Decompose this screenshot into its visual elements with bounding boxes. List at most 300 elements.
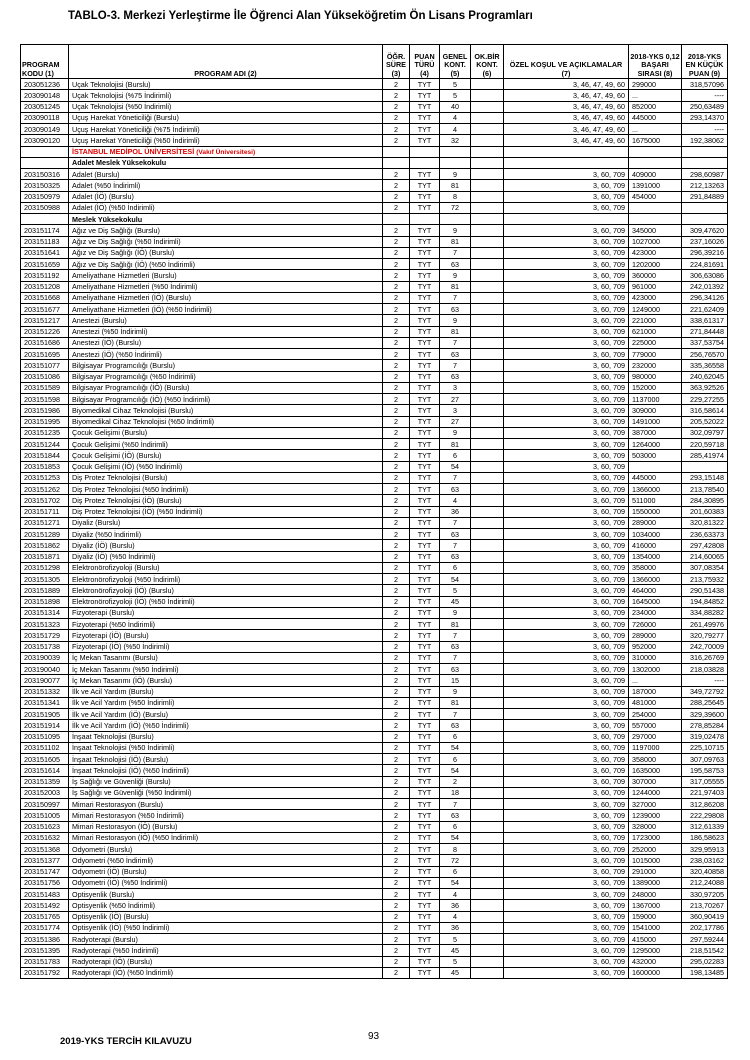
cell-program-adi: Uçak Teknolojisi (%75 İndirimli) [69, 90, 383, 101]
table-row [21, 922, 728, 933]
cell-okbir-kontenjan [471, 641, 504, 652]
cell-en-kucuk-puan: 242,01392 [682, 281, 728, 292]
cell-program-kodu: 203150979 [21, 191, 69, 202]
cell-basari-sirasi: 1491000 [629, 416, 682, 427]
cell-en-kucuk-puan: 297,42808 [682, 540, 728, 551]
table-row [21, 79, 728, 90]
cell-en-kucuk-puan: 319,02478 [682, 731, 728, 742]
cell-genel-kontenjan: 4 [440, 124, 471, 135]
cell-basari-sirasi: 309000 [629, 405, 682, 416]
cell-en-kucuk-puan: 297,59244 [682, 934, 728, 945]
cell-program-kodu: 203151289 [21, 529, 69, 540]
cell-ozel-kosul: 3, 60, 709 [504, 855, 629, 866]
cell-ogrenim-suresi: 2 [383, 562, 410, 573]
cell-puan-turu: TYT [410, 191, 440, 202]
cell-ozel-kosul: 3, 46, 47, 49, 60 [504, 124, 629, 135]
cell-program-kodu: 203151305 [21, 574, 69, 585]
cell-genel-kontenjan: 72 [440, 855, 471, 866]
cell-genel-kontenjan: 9 [440, 686, 471, 697]
cell-ozel-kosul: 3, 60, 709 [504, 607, 629, 618]
cell-en-kucuk-puan: 240,62045 [682, 371, 728, 382]
cell-empty [440, 214, 471, 225]
cell-genel-kontenjan: 54 [440, 461, 471, 472]
cell-program-adi: Adalet (%50 İndirimli) [69, 180, 383, 191]
cell-okbir-kontenjan [471, 292, 504, 303]
table-row [21, 326, 728, 337]
cell-program-kodu: 203151756 [21, 877, 69, 888]
cell-program-adi: Ameliyathane Hizmetleri (%50 İndirimli) [69, 281, 383, 292]
cell-okbir-kontenjan [471, 281, 504, 292]
cell-program-kodu: 203151905 [21, 709, 69, 720]
cell-ogrenim-suresi: 2 [383, 416, 410, 427]
cell-program-adi: Fizyoterapi (İÖ) (%50 İndirimli) [69, 641, 383, 652]
cell-basari-sirasi: 1366000 [629, 574, 682, 585]
cell-basari-sirasi: 1366000 [629, 484, 682, 495]
cell-ozel-kosul: 3, 60, 709 [504, 630, 629, 641]
cell-basari-sirasi: 445000 [629, 472, 682, 483]
cell-basari-sirasi: 159000 [629, 911, 682, 922]
cell-okbir-kontenjan [471, 360, 504, 371]
cell-puan-turu: TYT [410, 270, 440, 281]
cell-genel-kontenjan: 81 [440, 180, 471, 191]
cell-ogrenim-suresi: 2 [383, 450, 410, 461]
cell-program-kodu: 203151844 [21, 450, 69, 461]
cell-program-kodu: 203151102 [21, 742, 69, 753]
cell-puan-turu: TYT [410, 169, 440, 180]
cell-okbir-kontenjan [471, 382, 504, 393]
cell-ozel-kosul: 3, 60, 709 [504, 450, 629, 461]
cell-basari-sirasi: 415000 [629, 934, 682, 945]
cell-puan-turu: TYT [410, 304, 440, 315]
cell-en-kucuk-puan [682, 202, 728, 213]
cell-ozel-kosul: 3, 60, 709 [504, 180, 629, 191]
table-row [21, 236, 728, 247]
cell-program-adi: Adalet (İÖ) (%50 İndirimli) [69, 202, 383, 213]
cell-program-kodu: 203151244 [21, 439, 69, 450]
cell-program-adi: Odyometri (İÖ) (Burslu) [69, 866, 383, 877]
cell-basari-sirasi: ... [629, 675, 682, 686]
cell-ozel-kosul: 3, 60, 709 [504, 394, 629, 405]
cell-puan-turu: TYT [410, 866, 440, 877]
cell-ozel-kosul: 3, 60, 709 [504, 169, 629, 180]
cell-program-adi: Radyoterapi (Burslu) [69, 934, 383, 945]
cell-program-kodu: 203151341 [21, 697, 69, 708]
cell-basari-sirasi: 345000 [629, 225, 682, 236]
cell-empty [504, 214, 629, 225]
cell-en-kucuk-puan: 220,59718 [682, 439, 728, 450]
cell-empty [471, 146, 504, 157]
cell-basari-sirasi: 1389000 [629, 877, 682, 888]
university-name-cell [69, 146, 383, 157]
cell-okbir-kontenjan [471, 810, 504, 821]
cell-ozel-kosul: 3, 46, 47, 49, 60 [504, 101, 629, 112]
cell-okbir-kontenjan [471, 619, 504, 630]
cell-program-adi: Elektronörofizyoloji (%50 İndirimli) [69, 574, 383, 585]
cell-program-adi: Adalet (Burslu) [69, 169, 383, 180]
cell-ogrenim-suresi: 2 [383, 844, 410, 855]
cell-ogrenim-suresi: 2 [383, 889, 410, 900]
cell-genel-kontenjan: 7 [440, 517, 471, 528]
cell-basari-sirasi: 952000 [629, 641, 682, 652]
cell-ogrenim-suresi: 2 [383, 225, 410, 236]
table-row [21, 337, 728, 348]
cell-basari-sirasi: ... [629, 90, 682, 101]
cell-en-kucuk-puan: 201,60383 [682, 506, 728, 517]
cell-basari-sirasi: ... [629, 124, 682, 135]
cell-genel-kontenjan: 7 [440, 540, 471, 551]
cell-program-kodu: 203151871 [21, 551, 69, 562]
cell-basari-sirasi: 291000 [629, 866, 682, 877]
cell-ozel-kosul: 3, 60, 709 [504, 664, 629, 675]
cell-genel-kontenjan: 81 [440, 619, 471, 630]
table-row [21, 259, 728, 270]
cell-puan-turu: TYT [410, 495, 440, 506]
cell-basari-sirasi: 1391000 [629, 180, 682, 191]
section-name: Meslek Yüksekokulu [72, 214, 143, 224]
cell-okbir-kontenjan [471, 439, 504, 450]
cell-basari-sirasi: 445000 [629, 112, 682, 123]
cell-program-adi: Odyometri (İÖ) (%50 İndirimli) [69, 877, 383, 888]
cell-program-adi: İç Mekan Tasarımı (Burslu) [69, 652, 383, 663]
cell-ogrenim-suresi: 2 [383, 315, 410, 326]
cell-genel-kontenjan: 63 [440, 810, 471, 821]
cell-ozel-kosul: 3, 60, 709 [504, 281, 629, 292]
cell-genel-kontenjan: 7 [440, 247, 471, 258]
cell-okbir-kontenjan [471, 551, 504, 562]
cell-genel-kontenjan: 27 [440, 394, 471, 405]
header-basari-sirasi: 2018-YKS 0,12 BAŞARI SIRASI (8) [629, 45, 682, 79]
cell-genel-kontenjan: 5 [440, 585, 471, 596]
cell-program-adi: İş Sağlığı ve Güvenliği (Burslu) [69, 776, 383, 787]
cell-ogrenim-suresi: 2 [383, 270, 410, 281]
cell-genel-kontenjan: 15 [440, 675, 471, 686]
table-row [21, 450, 728, 461]
cell-program-adi: Mimari Restorasyon (%50 İndirimli) [69, 810, 383, 821]
cell-en-kucuk-puan: 225,10715 [682, 742, 728, 753]
cell-basari-sirasi: 779000 [629, 349, 682, 360]
section-row [21, 157, 728, 168]
cell-program-kodu: 203152003 [21, 787, 69, 798]
cell-ozel-kosul: 3, 60, 709 [504, 731, 629, 742]
cell-program-kodu: 203151298 [21, 562, 69, 573]
cell-program-adi: İş Sağlığı ve Güvenliği (%50 İndirimli) [69, 787, 383, 798]
cell-genel-kontenjan: 6 [440, 754, 471, 765]
table-row [21, 169, 728, 180]
cell-en-kucuk-puan: 213,78540 [682, 484, 728, 495]
cell-okbir-kontenjan [471, 540, 504, 551]
cell-en-kucuk-puan: 278,85284 [682, 720, 728, 731]
cell-en-kucuk-puan: 295,02283 [682, 956, 728, 967]
cell-program-adi: Uçak Teknolojisi (%50 İndirimli) [69, 101, 383, 112]
cell-program-adi: İlk ve Acil Yardım (İÖ) (Burslu) [69, 709, 383, 720]
cell-genel-kontenjan: 4 [440, 911, 471, 922]
cell-en-kucuk-puan: 213,70267 [682, 900, 728, 911]
cell-puan-turu: TYT [410, 922, 440, 933]
cell-ogrenim-suresi: 2 [383, 326, 410, 337]
cell-program-kodu: 203151395 [21, 945, 69, 956]
cell-basari-sirasi: 1354000 [629, 551, 682, 562]
cell-program-kodu: 203151862 [21, 540, 69, 551]
cell-ogrenim-suresi: 2 [383, 664, 410, 675]
cell-en-kucuk-puan: ---- [682, 675, 728, 686]
cell-okbir-kontenjan [471, 574, 504, 585]
cell-okbir-kontenjan [471, 607, 504, 618]
cell-ogrenim-suresi: 2 [383, 731, 410, 742]
cell-genel-kontenjan: 7 [440, 360, 471, 371]
cell-ozel-kosul: 3, 60, 709 [504, 832, 629, 843]
cell-puan-turu: TYT [410, 596, 440, 607]
cell-puan-turu: TYT [410, 607, 440, 618]
cell-puan-turu: TYT [410, 720, 440, 731]
cell-en-kucuk-puan: 192,38062 [682, 135, 728, 146]
table-row [21, 427, 728, 438]
cell-okbir-kontenjan [471, 652, 504, 663]
table-row [21, 855, 728, 866]
cell-ogrenim-suresi: 2 [383, 371, 410, 382]
cell-program-adi: Uçak Teknolojisi (Burslu) [69, 79, 383, 90]
table-row [21, 787, 728, 798]
cell-ogrenim-suresi: 2 [383, 382, 410, 393]
section-name: Adalet Meslek Yüksekokulu [72, 158, 167, 168]
cell-ogrenim-suresi: 2 [383, 551, 410, 562]
table-row [21, 731, 728, 742]
table-row [21, 765, 728, 776]
cell-program-kodu: 203151783 [21, 956, 69, 967]
cell-en-kucuk-puan: 338,61317 [682, 315, 728, 326]
cell-okbir-kontenjan [471, 394, 504, 405]
cell-ogrenim-suresi: 2 [383, 810, 410, 821]
cell-ogrenim-suresi: 2 [383, 900, 410, 911]
cell-okbir-kontenjan [471, 889, 504, 900]
cell-okbir-kontenjan [471, 866, 504, 877]
cell-empty [21, 146, 69, 157]
cell-ozel-kosul: 3, 60, 709 [504, 810, 629, 821]
cell-basari-sirasi: 1367000 [629, 900, 682, 911]
cell-okbir-kontenjan [471, 315, 504, 326]
cell-en-kucuk-puan: 224,81691 [682, 259, 728, 270]
cell-puan-turu: TYT [410, 810, 440, 821]
cell-basari-sirasi: 481000 [629, 697, 682, 708]
cell-okbir-kontenjan [471, 495, 504, 506]
cell-ogrenim-suresi: 2 [383, 877, 410, 888]
cell-program-kodu: 203151659 [21, 259, 69, 270]
table-row [21, 675, 728, 686]
cell-genel-kontenjan: 4 [440, 889, 471, 900]
table-row [21, 945, 728, 956]
cell-basari-sirasi: 409000 [629, 169, 682, 180]
cell-genel-kontenjan: 54 [440, 832, 471, 843]
cell-en-kucuk-puan: 330,97205 [682, 889, 728, 900]
cell-puan-turu: TYT [410, 360, 440, 371]
cell-ozel-kosul: 3, 60, 709 [504, 585, 629, 596]
page-number: 93 [368, 1031, 380, 1042]
cell-en-kucuk-puan: 212,24088 [682, 877, 728, 888]
cell-ogrenim-suresi: 2 [383, 79, 410, 90]
table-row [21, 742, 728, 753]
cell-program-kodu: 203151086 [21, 371, 69, 382]
cell-program-kodu: 203151738 [21, 641, 69, 652]
cell-basari-sirasi: 187000 [629, 686, 682, 697]
cell-program-kodu: 203151386 [21, 934, 69, 945]
cell-empty [440, 146, 471, 157]
cell-en-kucuk-puan: 320,81322 [682, 517, 728, 528]
cell-okbir-kontenjan [471, 922, 504, 933]
cell-program-kodu: 203151332 [21, 686, 69, 697]
cell-program-adi: Elektronörofizyoloji (İÖ) (Burslu) [69, 585, 383, 596]
table-row [21, 281, 728, 292]
cell-program-adi: Mimari Restorasyon (Burslu) [69, 799, 383, 810]
cell-okbir-kontenjan [471, 247, 504, 258]
cell-ogrenim-suresi: 2 [383, 484, 410, 495]
cell-ogrenim-suresi: 2 [383, 697, 410, 708]
cell-genel-kontenjan: 6 [440, 450, 471, 461]
cell-okbir-kontenjan [471, 855, 504, 866]
cell-genel-kontenjan: 6 [440, 821, 471, 832]
cell-en-kucuk-puan: 271,84448 [682, 326, 728, 337]
cell-genel-kontenjan: 9 [440, 427, 471, 438]
cell-okbir-kontenjan [471, 101, 504, 112]
cell-empty [471, 214, 504, 225]
cell-empty [629, 146, 682, 157]
cell-basari-sirasi: 297000 [629, 731, 682, 742]
cell-ozel-kosul: 3, 60, 709 [504, 967, 629, 978]
cell-program-adi: Çocuk Gelişimi (İÖ) (Burslu) [69, 450, 383, 461]
table-row [21, 641, 728, 652]
cell-puan-turu: TYT [410, 787, 440, 798]
header-puan-turu: PUAN TÜRÜ (4) [410, 45, 440, 79]
cell-program-kodu: 203151747 [21, 866, 69, 877]
table-row [21, 630, 728, 641]
cell-genel-kontenjan: 32 [440, 135, 471, 146]
cell-program-kodu: 203151005 [21, 810, 69, 821]
cell-okbir-kontenjan [471, 427, 504, 438]
cell-program-adi: Diyaliz (İÖ) (Burslu) [69, 540, 383, 551]
cell-genel-kontenjan: 9 [440, 315, 471, 326]
cell-ozel-kosul: 3, 46, 47, 49, 60 [504, 112, 629, 123]
cell-ozel-kosul: 3, 60, 709 [504, 900, 629, 911]
cell-program-adi: İlk ve Acil Yardım (İÖ) (%50 İndirimli) [69, 720, 383, 731]
cell-program-kodu: 203151889 [21, 585, 69, 596]
cell-okbir-kontenjan [471, 900, 504, 911]
table-row [21, 191, 728, 202]
cell-en-kucuk-puan: 213,75932 [682, 574, 728, 585]
cell-puan-turu: TYT [410, 349, 440, 360]
cell-program-adi: Ameliyathane Hizmetleri (İÖ) (%50 İndirimli) [69, 304, 383, 315]
cell-program-adi: Uçuş Harekat Yöneticiliği (%50 İndirimli) [69, 135, 383, 146]
table-row [21, 697, 728, 708]
cell-ozel-kosul: 3, 60, 709 [504, 686, 629, 697]
cell-en-kucuk-puan: 236,63373 [682, 529, 728, 540]
table-row [21, 607, 728, 618]
cell-puan-turu: TYT [410, 101, 440, 112]
cell-en-kucuk-puan: 202,17786 [682, 922, 728, 933]
cell-genel-kontenjan: 54 [440, 765, 471, 776]
cell-program-adi: Anestezi (%50 İndirimli) [69, 326, 383, 337]
cell-ozel-kosul: 3, 60, 709 [504, 349, 629, 360]
cell-en-kucuk-puan: 320,40858 [682, 866, 728, 877]
table-row [21, 360, 728, 371]
cell-en-kucuk-puan: 222,29808 [682, 810, 728, 821]
cell-ozel-kosul: 3, 60, 709 [504, 461, 629, 472]
cell-basari-sirasi: 432000 [629, 956, 682, 967]
table-row [21, 709, 728, 720]
cell-program-kodu: 203051245 [21, 101, 69, 112]
cell-program-adi: Çocuk Gelişimi (İÖ) (%50 İndirimli) [69, 461, 383, 472]
cell-program-adi: Bilgisayar Programcılığı (İÖ) (%50 İndirimli) [69, 394, 383, 405]
cell-puan-turu: TYT [410, 506, 440, 517]
cell-puan-turu: TYT [410, 652, 440, 663]
cell-en-kucuk-puan: 309,47620 [682, 225, 728, 236]
cell-basari-sirasi: 1239000 [629, 810, 682, 821]
cell-okbir-kontenjan [471, 484, 504, 495]
cell-puan-turu: TYT [410, 675, 440, 686]
cell-program-adi: Elektronörofizyoloji (İÖ) (%50 İndirimli) [69, 596, 383, 607]
cell-ozel-kosul: 3, 60, 709 [504, 315, 629, 326]
cell-en-kucuk-puan: 360,90419 [682, 911, 728, 922]
cell-program-adi: Mimari Restorasyon (İÖ) (Burslu) [69, 821, 383, 832]
cell-puan-turu: TYT [410, 731, 440, 742]
cell-empty [682, 157, 728, 168]
cell-en-kucuk-puan: 302,09797 [682, 427, 728, 438]
table-row [21, 889, 728, 900]
cell-okbir-kontenjan [471, 742, 504, 753]
cell-ogrenim-suresi: 2 [383, 169, 410, 180]
table-row [21, 405, 728, 416]
cell-okbir-kontenjan [471, 675, 504, 686]
cell-empty [383, 157, 410, 168]
cell-ogrenim-suresi: 2 [383, 405, 410, 416]
table-row [21, 720, 728, 731]
cell-genel-kontenjan: 4 [440, 112, 471, 123]
cell-okbir-kontenjan [471, 664, 504, 675]
cell-okbir-kontenjan [471, 337, 504, 348]
table-row [21, 472, 728, 483]
cell-ozel-kosul: 3, 60, 709 [504, 945, 629, 956]
cell-puan-turu: TYT [410, 967, 440, 978]
cell-program-kodu: 203151359 [21, 776, 69, 787]
cell-genel-kontenjan: 36 [440, 922, 471, 933]
table-row [21, 506, 728, 517]
cell-ozel-kosul: 3, 60, 709 [504, 574, 629, 585]
header-genel-kontenjan: GENEL KONT. (5) [440, 45, 471, 79]
cell-program-adi: Biyomedikal Cihaz Teknolojisi (%50 İndirimli) [69, 416, 383, 427]
cell-puan-turu: TYT [410, 326, 440, 337]
cell-puan-turu: TYT [410, 540, 440, 551]
cell-en-kucuk-puan: 214,60065 [682, 551, 728, 562]
table-row [21, 799, 728, 810]
cell-ozel-kosul: 3, 60, 709 [504, 191, 629, 202]
cell-okbir-kontenjan [471, 450, 504, 461]
cell-puan-turu: TYT [410, 202, 440, 213]
cell-basari-sirasi: 299000 [629, 79, 682, 90]
cell-ozel-kosul: 3, 60, 709 [504, 742, 629, 753]
cell-en-kucuk-puan: 285,41974 [682, 450, 728, 461]
cell-genel-kontenjan: 5 [440, 90, 471, 101]
cell-basari-sirasi: 1027000 [629, 236, 682, 247]
table-row [21, 596, 728, 607]
cell-okbir-kontenjan [471, 326, 504, 337]
header-en-kucuk-puan: 2018-YKS EN KÜÇÜK PUAN (9) [682, 45, 728, 79]
cell-program-kodu: 203151605 [21, 754, 69, 765]
cell-ogrenim-suresi: 2 [383, 866, 410, 877]
table-row [21, 686, 728, 697]
cell-okbir-kontenjan [471, 461, 504, 472]
cell-ogrenim-suresi: 2 [383, 742, 410, 753]
cell-puan-turu: TYT [410, 394, 440, 405]
cell-empty [629, 157, 682, 168]
cell-genel-kontenjan: 63 [440, 484, 471, 495]
cell-okbir-kontenjan [471, 135, 504, 146]
